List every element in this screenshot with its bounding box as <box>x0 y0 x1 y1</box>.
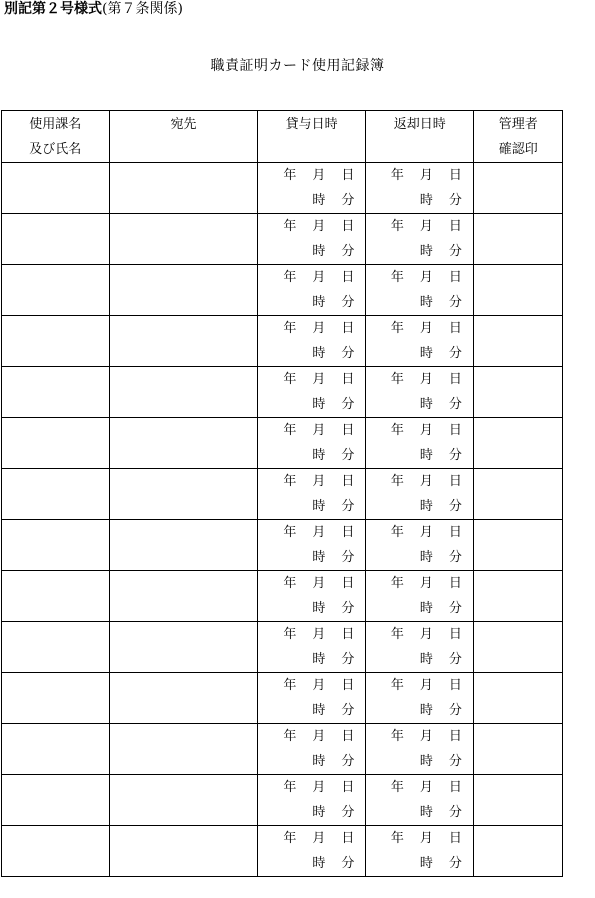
day-unit-label: 日 <box>448 627 462 642</box>
return-datetime-time-line <box>366 698 474 723</box>
lend-datetime-time-line <box>258 443 365 468</box>
hour-unit-label: 時 <box>312 295 326 310</box>
day-unit-label: 日 <box>448 576 462 591</box>
day-unit-label: 日 <box>448 474 462 489</box>
lend-datetime-date-line <box>258 520 365 545</box>
return-datetime-cell[interactable] <box>365 367 474 418</box>
table-row <box>2 163 563 214</box>
lend-datetime-time-line <box>258 392 365 417</box>
minute-unit-label: 分 <box>448 805 462 820</box>
year-unit-label: 年 <box>283 270 297 285</box>
day-unit-label: 日 <box>341 270 355 285</box>
day-unit-label: 日 <box>341 678 355 693</box>
return-datetime-cell[interactable] <box>365 673 474 724</box>
minute-unit-label: 分 <box>341 805 355 820</box>
month-unit-label: 月 <box>312 729 326 744</box>
month-unit-label: 月 <box>419 321 433 336</box>
hour-unit-label: 時 <box>312 754 326 769</box>
lend-datetime-time-line <box>258 698 365 723</box>
year-unit-label: 年 <box>283 678 297 693</box>
return-datetime-date-line <box>366 163 474 188</box>
return-datetime-date-line <box>366 418 474 443</box>
return-datetime-cell[interactable] <box>365 826 474 877</box>
month-unit-label: 月 <box>312 627 326 642</box>
return-datetime-time-line <box>366 596 474 621</box>
month-unit-label: 月 <box>419 729 433 744</box>
table-row <box>2 214 563 265</box>
form-number: 別記第２号様式 <box>4 1 102 17</box>
destination-cell[interactable] <box>109 775 258 826</box>
year-unit-label: 年 <box>283 321 297 336</box>
year-unit-label: 年 <box>390 474 404 489</box>
month-unit-label: 月 <box>419 831 433 846</box>
table-row <box>2 469 563 520</box>
year-unit-label: 年 <box>390 423 404 438</box>
lend-datetime-time-line <box>258 851 365 876</box>
hour-unit-label: 時 <box>419 652 433 667</box>
destination-cell[interactable] <box>109 724 258 775</box>
destination-cell[interactable] <box>109 469 258 520</box>
department-name-cell[interactable] <box>2 724 110 775</box>
lend-datetime-date-line <box>258 214 365 239</box>
minute-unit-label: 分 <box>341 652 355 667</box>
destination-cell[interactable] <box>109 673 258 724</box>
minute-unit-label: 分 <box>448 499 462 514</box>
lend-datetime-date-line <box>258 265 365 290</box>
hour-unit-label: 時 <box>419 193 433 208</box>
minute-unit-label: 分 <box>448 856 462 871</box>
lend-datetime-date-line <box>258 826 365 851</box>
year-unit-label: 年 <box>390 270 404 285</box>
minute-unit-label: 分 <box>448 448 462 463</box>
day-unit-label: 日 <box>448 321 462 336</box>
minute-unit-label: 分 <box>341 448 355 463</box>
minute-unit-label: 分 <box>448 601 462 616</box>
lend-datetime-time-line <box>258 545 365 570</box>
year-unit-label: 年 <box>390 372 404 387</box>
minute-unit-label: 分 <box>341 754 355 769</box>
month-unit-label: 月 <box>419 576 433 591</box>
minute-unit-label: 分 <box>341 193 355 208</box>
year-unit-label: 年 <box>283 219 297 234</box>
destination-cell[interactable] <box>109 265 258 316</box>
destination-cell[interactable] <box>109 826 258 877</box>
minute-unit-label: 分 <box>448 346 462 361</box>
lend-datetime-date-line <box>258 673 365 698</box>
month-unit-label: 月 <box>312 321 326 336</box>
year-unit-label: 年 <box>283 831 297 846</box>
hour-unit-label: 時 <box>312 703 326 718</box>
minute-unit-label: 分 <box>448 703 462 718</box>
return-datetime-cell[interactable] <box>365 469 474 520</box>
header-confirm-line1: 管理者 <box>498 117 538 132</box>
minute-unit-label: 分 <box>341 703 355 718</box>
year-unit-label: 年 <box>390 627 404 642</box>
day-unit-label: 日 <box>341 729 355 744</box>
hour-unit-label: 時 <box>312 856 326 871</box>
lend-datetime-time-line <box>258 647 365 672</box>
lend-datetime-cell[interactable] <box>258 418 366 469</box>
hour-unit-label: 時 <box>312 652 326 667</box>
return-datetime-time-line <box>366 341 474 366</box>
day-unit-label: 日 <box>448 780 462 795</box>
return-datetime-time-line <box>366 647 474 672</box>
year-unit-label: 年 <box>283 423 297 438</box>
year-unit-label: 年 <box>390 219 404 234</box>
day-unit-label: 日 <box>341 780 355 795</box>
table-row <box>2 673 563 724</box>
return-datetime-cell[interactable] <box>365 316 474 367</box>
month-unit-label: 月 <box>312 525 326 540</box>
minute-unit-label: 分 <box>448 754 462 769</box>
manager-seal-cell[interactable] <box>474 520 563 571</box>
month-unit-label: 月 <box>419 474 433 489</box>
table-row <box>2 418 563 469</box>
year-unit-label: 年 <box>390 321 404 336</box>
document-title: 職責証明カード使用記録簿 <box>210 58 385 74</box>
year-unit-label: 年 <box>283 576 297 591</box>
lend-datetime-date-line <box>258 418 365 443</box>
department-name-cell[interactable] <box>2 622 110 673</box>
hour-unit-label: 時 <box>312 805 326 820</box>
month-unit-label: 月 <box>312 678 326 693</box>
department-name-cell[interactable] <box>2 775 110 826</box>
year-unit-label: 年 <box>390 168 404 183</box>
year-unit-label: 年 <box>390 576 404 591</box>
minute-unit-label: 分 <box>448 244 462 259</box>
hour-unit-label: 時 <box>312 601 326 616</box>
minute-unit-label: 分 <box>341 856 355 871</box>
lend-datetime-cell[interactable] <box>258 622 366 673</box>
return-datetime-cell[interactable] <box>365 571 474 622</box>
minute-unit-label: 分 <box>341 499 355 514</box>
return-datetime-date-line <box>366 469 474 494</box>
month-unit-label: 月 <box>312 219 326 234</box>
month-unit-label: 月 <box>312 168 326 183</box>
department-name-cell[interactable] <box>2 826 110 877</box>
destination-cell[interactable] <box>109 316 258 367</box>
lend-datetime-cell[interactable] <box>258 469 366 520</box>
header-department-name <box>2 111 110 163</box>
return-datetime-time-line <box>366 239 474 264</box>
department-name-cell[interactable] <box>2 469 110 520</box>
return-datetime-time-line <box>366 749 474 774</box>
lend-datetime-cell[interactable] <box>258 571 366 622</box>
minute-unit-label: 分 <box>448 550 462 565</box>
department-name-cell[interactable] <box>2 571 110 622</box>
minute-unit-label: 分 <box>341 397 355 412</box>
day-unit-label: 日 <box>341 321 355 336</box>
lend-datetime-time-line <box>258 596 365 621</box>
lend-datetime-time-line <box>258 749 365 774</box>
return-datetime-time-line <box>366 392 474 417</box>
return-datetime-time-line <box>366 494 474 519</box>
form-label <box>4 0 183 18</box>
return-datetime-cell[interactable] <box>365 775 474 826</box>
return-datetime-time-line <box>366 851 474 876</box>
month-unit-label: 月 <box>312 423 326 438</box>
minute-unit-label: 分 <box>448 193 462 208</box>
day-unit-label: 日 <box>448 831 462 846</box>
lend-datetime-date-line <box>258 163 365 188</box>
hour-unit-label: 時 <box>419 601 433 616</box>
return-datetime-date-line <box>366 265 474 290</box>
lend-datetime-cell[interactable] <box>258 826 366 877</box>
year-unit-label: 年 <box>283 372 297 387</box>
manager-seal-cell[interactable] <box>474 265 563 316</box>
minute-unit-label: 分 <box>448 652 462 667</box>
return-datetime-date-line <box>366 622 474 647</box>
return-datetime-cell[interactable] <box>365 265 474 316</box>
month-unit-label: 月 <box>312 474 326 489</box>
return-datetime-time-line <box>366 188 474 213</box>
month-unit-label: 月 <box>419 780 433 795</box>
return-datetime-cell[interactable] <box>365 418 474 469</box>
return-datetime-date-line <box>366 775 474 800</box>
return-datetime-date-line <box>366 520 474 545</box>
department-name-cell[interactable] <box>2 163 110 214</box>
destination-cell[interactable] <box>109 214 258 265</box>
hour-unit-label: 時 <box>419 550 433 565</box>
day-unit-label: 日 <box>448 219 462 234</box>
hour-unit-label: 時 <box>312 499 326 514</box>
hour-unit-label: 時 <box>312 193 326 208</box>
day-unit-label: 日 <box>341 219 355 234</box>
minute-unit-label: 分 <box>448 397 462 412</box>
return-datetime-date-line <box>366 673 474 698</box>
day-unit-label: 日 <box>341 576 355 591</box>
return-datetime-date-line <box>366 214 474 239</box>
return-datetime-date-line <box>366 367 474 392</box>
manager-seal-cell[interactable] <box>474 214 563 265</box>
minute-unit-label: 分 <box>341 244 355 259</box>
manager-seal-cell[interactable] <box>474 826 563 877</box>
month-unit-label: 月 <box>312 372 326 387</box>
hour-unit-label: 時 <box>419 448 433 463</box>
return-datetime-cell[interactable] <box>365 163 474 214</box>
hour-unit-label: 時 <box>312 448 326 463</box>
hour-unit-label: 時 <box>419 805 433 820</box>
header-return-datetime: 返却日時 <box>365 111 474 163</box>
return-datetime-date-line <box>366 571 474 596</box>
return-datetime-cell[interactable] <box>365 520 474 571</box>
hour-unit-label: 時 <box>312 346 326 361</box>
hour-unit-label: 時 <box>312 397 326 412</box>
manager-seal-cell[interactable] <box>474 673 563 724</box>
day-unit-label: 日 <box>341 525 355 540</box>
header-destination: 宛先 <box>109 111 258 163</box>
year-unit-label: 年 <box>390 729 404 744</box>
lend-datetime-time-line <box>258 188 365 213</box>
year-unit-label: 年 <box>283 780 297 795</box>
hour-unit-label: 時 <box>419 397 433 412</box>
usage-record-table <box>1 110 563 877</box>
year-unit-label: 年 <box>283 627 297 642</box>
hour-unit-label: 時 <box>419 754 433 769</box>
destination-cell[interactable] <box>109 418 258 469</box>
department-name-cell[interactable] <box>2 316 110 367</box>
destination-cell[interactable] <box>109 367 258 418</box>
lend-datetime-cell[interactable] <box>258 163 366 214</box>
month-unit-label: 月 <box>312 831 326 846</box>
table-row <box>2 571 563 622</box>
lend-datetime-date-line <box>258 316 365 341</box>
manager-seal-cell[interactable] <box>474 418 563 469</box>
month-unit-label: 月 <box>419 270 433 285</box>
minute-unit-label: 分 <box>341 550 355 565</box>
minute-unit-label: 分 <box>341 346 355 361</box>
lend-datetime-date-line <box>258 622 365 647</box>
year-unit-label: 年 <box>283 525 297 540</box>
destination-cell[interactable] <box>109 571 258 622</box>
return-datetime-date-line <box>366 826 474 851</box>
year-unit-label: 年 <box>390 780 404 795</box>
lend-datetime-cell[interactable] <box>258 673 366 724</box>
year-unit-label: 年 <box>390 678 404 693</box>
lend-datetime-cell[interactable] <box>258 775 366 826</box>
department-name-cell[interactable] <box>2 520 110 571</box>
month-unit-label: 月 <box>419 219 433 234</box>
lend-datetime-time-line <box>258 341 365 366</box>
table-header-row <box>2 111 563 163</box>
month-unit-label: 月 <box>419 678 433 693</box>
month-unit-label: 月 <box>419 423 433 438</box>
manager-seal-cell[interactable] <box>474 622 563 673</box>
day-unit-label: 日 <box>341 372 355 387</box>
hour-unit-label: 時 <box>419 856 433 871</box>
day-unit-label: 日 <box>448 729 462 744</box>
destination-cell[interactable] <box>109 622 258 673</box>
manager-seal-cell[interactable] <box>474 571 563 622</box>
department-name-cell[interactable] <box>2 673 110 724</box>
hour-unit-label: 時 <box>419 295 433 310</box>
lend-datetime-date-line <box>258 469 365 494</box>
return-datetime-time-line <box>366 443 474 468</box>
department-name-cell[interactable] <box>2 367 110 418</box>
table-row <box>2 367 563 418</box>
year-unit-label: 年 <box>390 525 404 540</box>
manager-seal-cell[interactable] <box>474 316 563 367</box>
minute-unit-label: 分 <box>448 295 462 310</box>
manager-seal-cell[interactable] <box>474 469 563 520</box>
day-unit-label: 日 <box>448 372 462 387</box>
minute-unit-label: 分 <box>341 295 355 310</box>
header-department-line1: 使用課名 <box>29 117 82 132</box>
lend-datetime-cell[interactable] <box>258 214 366 265</box>
month-unit-label: 月 <box>419 168 433 183</box>
lend-datetime-cell[interactable] <box>258 316 366 367</box>
month-unit-label: 月 <box>419 627 433 642</box>
hour-unit-label: 時 <box>419 346 433 361</box>
day-unit-label: 日 <box>341 423 355 438</box>
lend-datetime-cell[interactable] <box>258 724 366 775</box>
table-row <box>2 622 563 673</box>
header-lend-datetime: 貸与日時 <box>258 111 366 163</box>
header-confirm-line2: 確認印 <box>498 142 538 157</box>
year-unit-label: 年 <box>283 474 297 489</box>
hour-unit-label: 時 <box>419 703 433 718</box>
department-name-cell[interactable] <box>2 265 110 316</box>
hour-unit-label: 時 <box>312 244 326 259</box>
lend-datetime-date-line <box>258 724 365 749</box>
table-row <box>2 724 563 775</box>
destination-cell[interactable] <box>109 520 258 571</box>
table-row <box>2 520 563 571</box>
destination-cell[interactable] <box>109 163 258 214</box>
header-manager-confirmation <box>474 111 563 163</box>
table-row <box>2 826 563 877</box>
minute-unit-label: 分 <box>341 601 355 616</box>
month-unit-label: 月 <box>312 780 326 795</box>
manager-seal-cell[interactable] <box>474 724 563 775</box>
table-row <box>2 316 563 367</box>
day-unit-label: 日 <box>448 168 462 183</box>
year-unit-label: 年 <box>283 729 297 744</box>
day-unit-label: 日 <box>341 168 355 183</box>
lend-datetime-date-line <box>258 571 365 596</box>
return-datetime-time-line <box>366 290 474 315</box>
day-unit-label: 日 <box>448 678 462 693</box>
form-article-reference: (第７条関係) <box>102 1 183 17</box>
lend-datetime-cell[interactable] <box>258 265 366 316</box>
return-datetime-date-line <box>366 316 474 341</box>
manager-seal-cell[interactable] <box>474 367 563 418</box>
return-datetime-cell[interactable] <box>365 724 474 775</box>
month-unit-label: 月 <box>419 372 433 387</box>
lend-datetime-time-line <box>258 494 365 519</box>
return-datetime-cell[interactable] <box>365 622 474 673</box>
department-name-cell[interactable] <box>2 418 110 469</box>
return-datetime-date-line <box>366 724 474 749</box>
lend-datetime-date-line <box>258 367 365 392</box>
month-unit-label: 月 <box>312 576 326 591</box>
manager-seal-cell[interactable] <box>474 775 563 826</box>
day-unit-label: 日 <box>448 423 462 438</box>
lend-datetime-time-line <box>258 290 365 315</box>
lend-datetime-date-line <box>258 775 365 800</box>
return-datetime-time-line <box>366 800 474 825</box>
day-unit-label: 日 <box>448 270 462 285</box>
day-unit-label: 日 <box>341 627 355 642</box>
year-unit-label: 年 <box>283 168 297 183</box>
day-unit-label: 日 <box>448 525 462 540</box>
table-row <box>2 775 563 826</box>
month-unit-label: 月 <box>419 525 433 540</box>
lend-datetime-cell[interactable] <box>258 367 366 418</box>
day-unit-label: 日 <box>341 831 355 846</box>
day-unit-label: 日 <box>341 474 355 489</box>
lend-datetime-cell[interactable] <box>258 520 366 571</box>
hour-unit-label: 時 <box>419 499 433 514</box>
department-name-cell[interactable] <box>2 214 110 265</box>
lend-datetime-time-line <box>258 800 365 825</box>
manager-seal-cell[interactable] <box>474 163 563 214</box>
month-unit-label: 月 <box>312 270 326 285</box>
year-unit-label: 年 <box>390 831 404 846</box>
table-row <box>2 265 563 316</box>
hour-unit-label: 時 <box>419 244 433 259</box>
return-datetime-time-line <box>366 545 474 570</box>
return-datetime-cell[interactable] <box>365 214 474 265</box>
lend-datetime-time-line <box>258 239 365 264</box>
header-department-line2: 及び氏名 <box>29 142 82 157</box>
hour-unit-label: 時 <box>312 550 326 565</box>
